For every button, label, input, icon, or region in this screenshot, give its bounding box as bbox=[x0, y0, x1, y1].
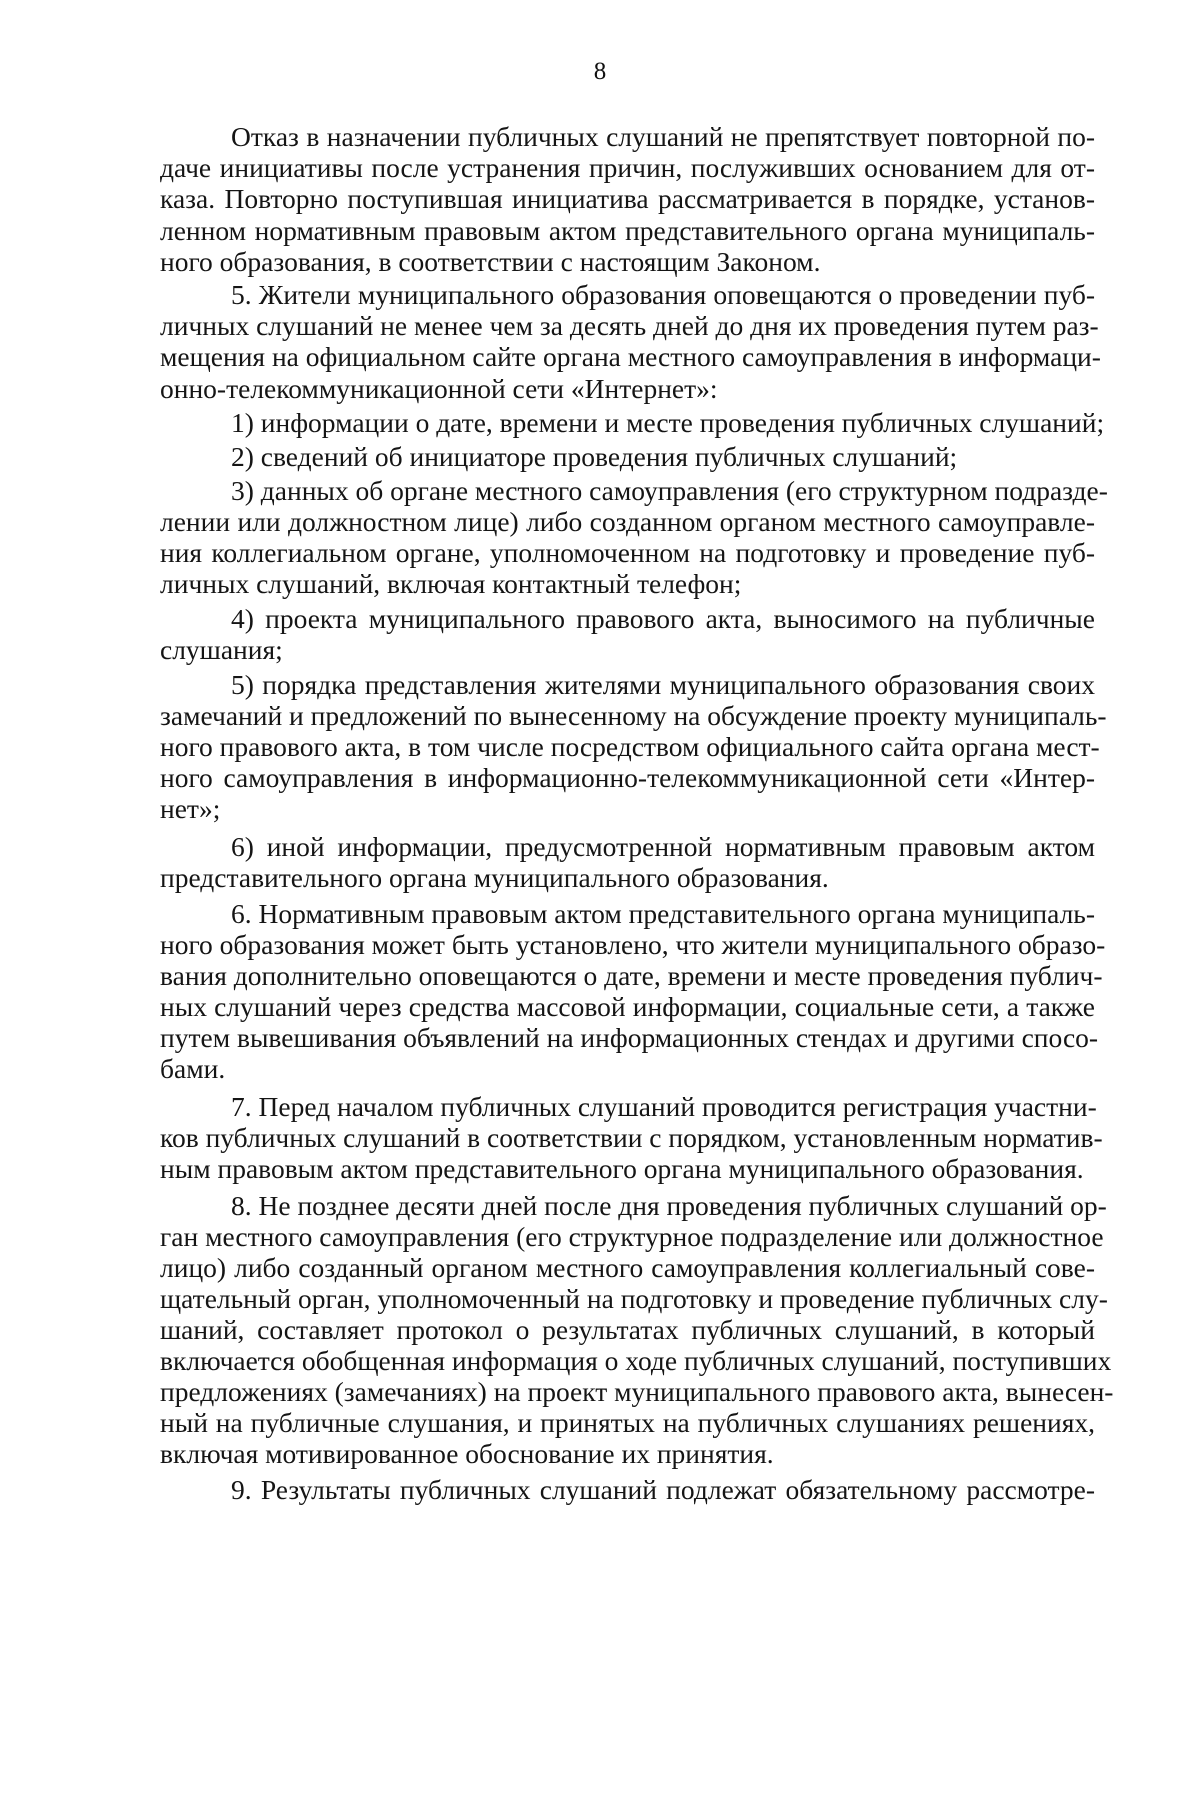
text-line: каза. Повторно поступившая инициатива рассматривается в порядке, установ- bbox=[160, 183, 1095, 214]
text-line: 1) информации о дате, времени и месте проведения публичных слушаний; bbox=[231, 407, 1105, 438]
text-line: ного образования, в соответствии с настоящим Законом. bbox=[160, 246, 821, 277]
text-line: включается обобщенная информация о ходе публичных слушаний, поступивших bbox=[160, 1345, 1112, 1376]
text-line: личных слушаний не менее чем за десять дней до дня их проведения путем раз- bbox=[160, 310, 1099, 341]
text-line: лении или должностном лице) либо созданном органом местного самоуправле- bbox=[160, 506, 1095, 537]
text-line: нет»; bbox=[160, 793, 221, 824]
text-line: Отказ в назначении публичных слушаний не препятствует повторной по- bbox=[231, 121, 1095, 152]
text-line: 8. Не позднее десяти дней после дня проведения публичных слушаний ор- bbox=[231, 1190, 1107, 1221]
text-line: 3) данных об органе местного самоуправления (его структурном подразде- bbox=[231, 475, 1108, 506]
text-line: 5. Жители муниципального образования оповещаются о проведении пуб- bbox=[231, 279, 1095, 310]
text-line: 6. Нормативным правовым актом представительного органа муниципаль- bbox=[231, 898, 1095, 929]
text-line: бами. bbox=[160, 1053, 226, 1084]
text-line: ленном нормативным правовым актом представительного органа муниципаль- bbox=[160, 215, 1095, 246]
text-line: ного самоуправления в информационно-телекоммуникационной сети «Интер- bbox=[160, 762, 1095, 793]
text-line: включая мотивированное обоснование их принятия. bbox=[160, 1438, 774, 1469]
text-line: ган местного самоуправления (его структурное подразделение или должностное bbox=[160, 1221, 1104, 1252]
text-line: ный на публичные слушания, и принятых на публичных слушаниях решениях, bbox=[160, 1407, 1095, 1438]
text-line: 9. Результаты публичных слушаний подлежат обязательному рассмотре- bbox=[231, 1474, 1095, 1505]
text-line: онно-телекоммуникационной сети «Интернет»: bbox=[160, 373, 718, 404]
text-line: слушания; bbox=[160, 634, 283, 665]
text-line: щательный орган, уполномоченный на подготовку и проведение публичных слу- bbox=[160, 1283, 1108, 1314]
text-line: ным правовым актом представительного органа муниципального образования. bbox=[160, 1153, 1084, 1184]
text-line: ков публичных слушаний в соответствии с порядком, установленным норматив- bbox=[160, 1122, 1103, 1153]
text-line: предложениях (замечаниях) на проект муниципального правового акта, вынесен- bbox=[160, 1376, 1114, 1407]
text-line: ния коллегиальном органе, уполномоченном на подготовку и проведение пуб- bbox=[160, 537, 1095, 568]
text-line: 6) иной информации, предусмотренной нормативным правовым актом bbox=[231, 831, 1095, 862]
text-line: 7. Перед началом публичных слушаний проводится регистрация участни- bbox=[231, 1091, 1097, 1122]
text-line: ного правового акта, в том числе посредством официального сайта органа мест- bbox=[160, 731, 1100, 762]
page-number: 8 bbox=[593, 58, 607, 85]
text-line: личных слушаний, включая контактный телефон; bbox=[160, 568, 742, 599]
text-line: замечаний и предложений по вынесенному на обсуждение проекту муниципаль- bbox=[160, 700, 1107, 731]
text-line: мещения на официальном сайте органа местного самоуправления в информаци- bbox=[160, 341, 1101, 372]
text-line: даче инициативы после устранения причин, послуживших основанием для от- bbox=[160, 152, 1095, 183]
text-line: шаний, составляет протокол о результатах публичных слушаний, в который bbox=[160, 1314, 1095, 1345]
text-line: ного образования может быть установлено, что жители муниципального образо- bbox=[160, 929, 1106, 960]
text-line: 4) проекта муниципального правового акта, выносимого на публичные bbox=[231, 603, 1095, 634]
text-line: лицо) либо созданный органом местного самоуправления коллегиальный сове- bbox=[160, 1252, 1095, 1283]
text-line: 5) порядка представления жителями муниципального образования своих bbox=[231, 669, 1095, 700]
text-line: представительного органа муниципального образования. bbox=[160, 862, 829, 893]
text-line: 2) сведений об инициаторе проведения публичных слушаний; bbox=[231, 441, 958, 472]
text-line: вания дополнительно оповещаются о дате, времени и месте проведения публич- bbox=[160, 960, 1103, 991]
text-line: путем вывешивания объявлений на информационных стендах и другими спосо- bbox=[160, 1022, 1099, 1053]
text-line: ных слушаний через средства массовой информации, социальные сети, а также bbox=[160, 991, 1095, 1022]
